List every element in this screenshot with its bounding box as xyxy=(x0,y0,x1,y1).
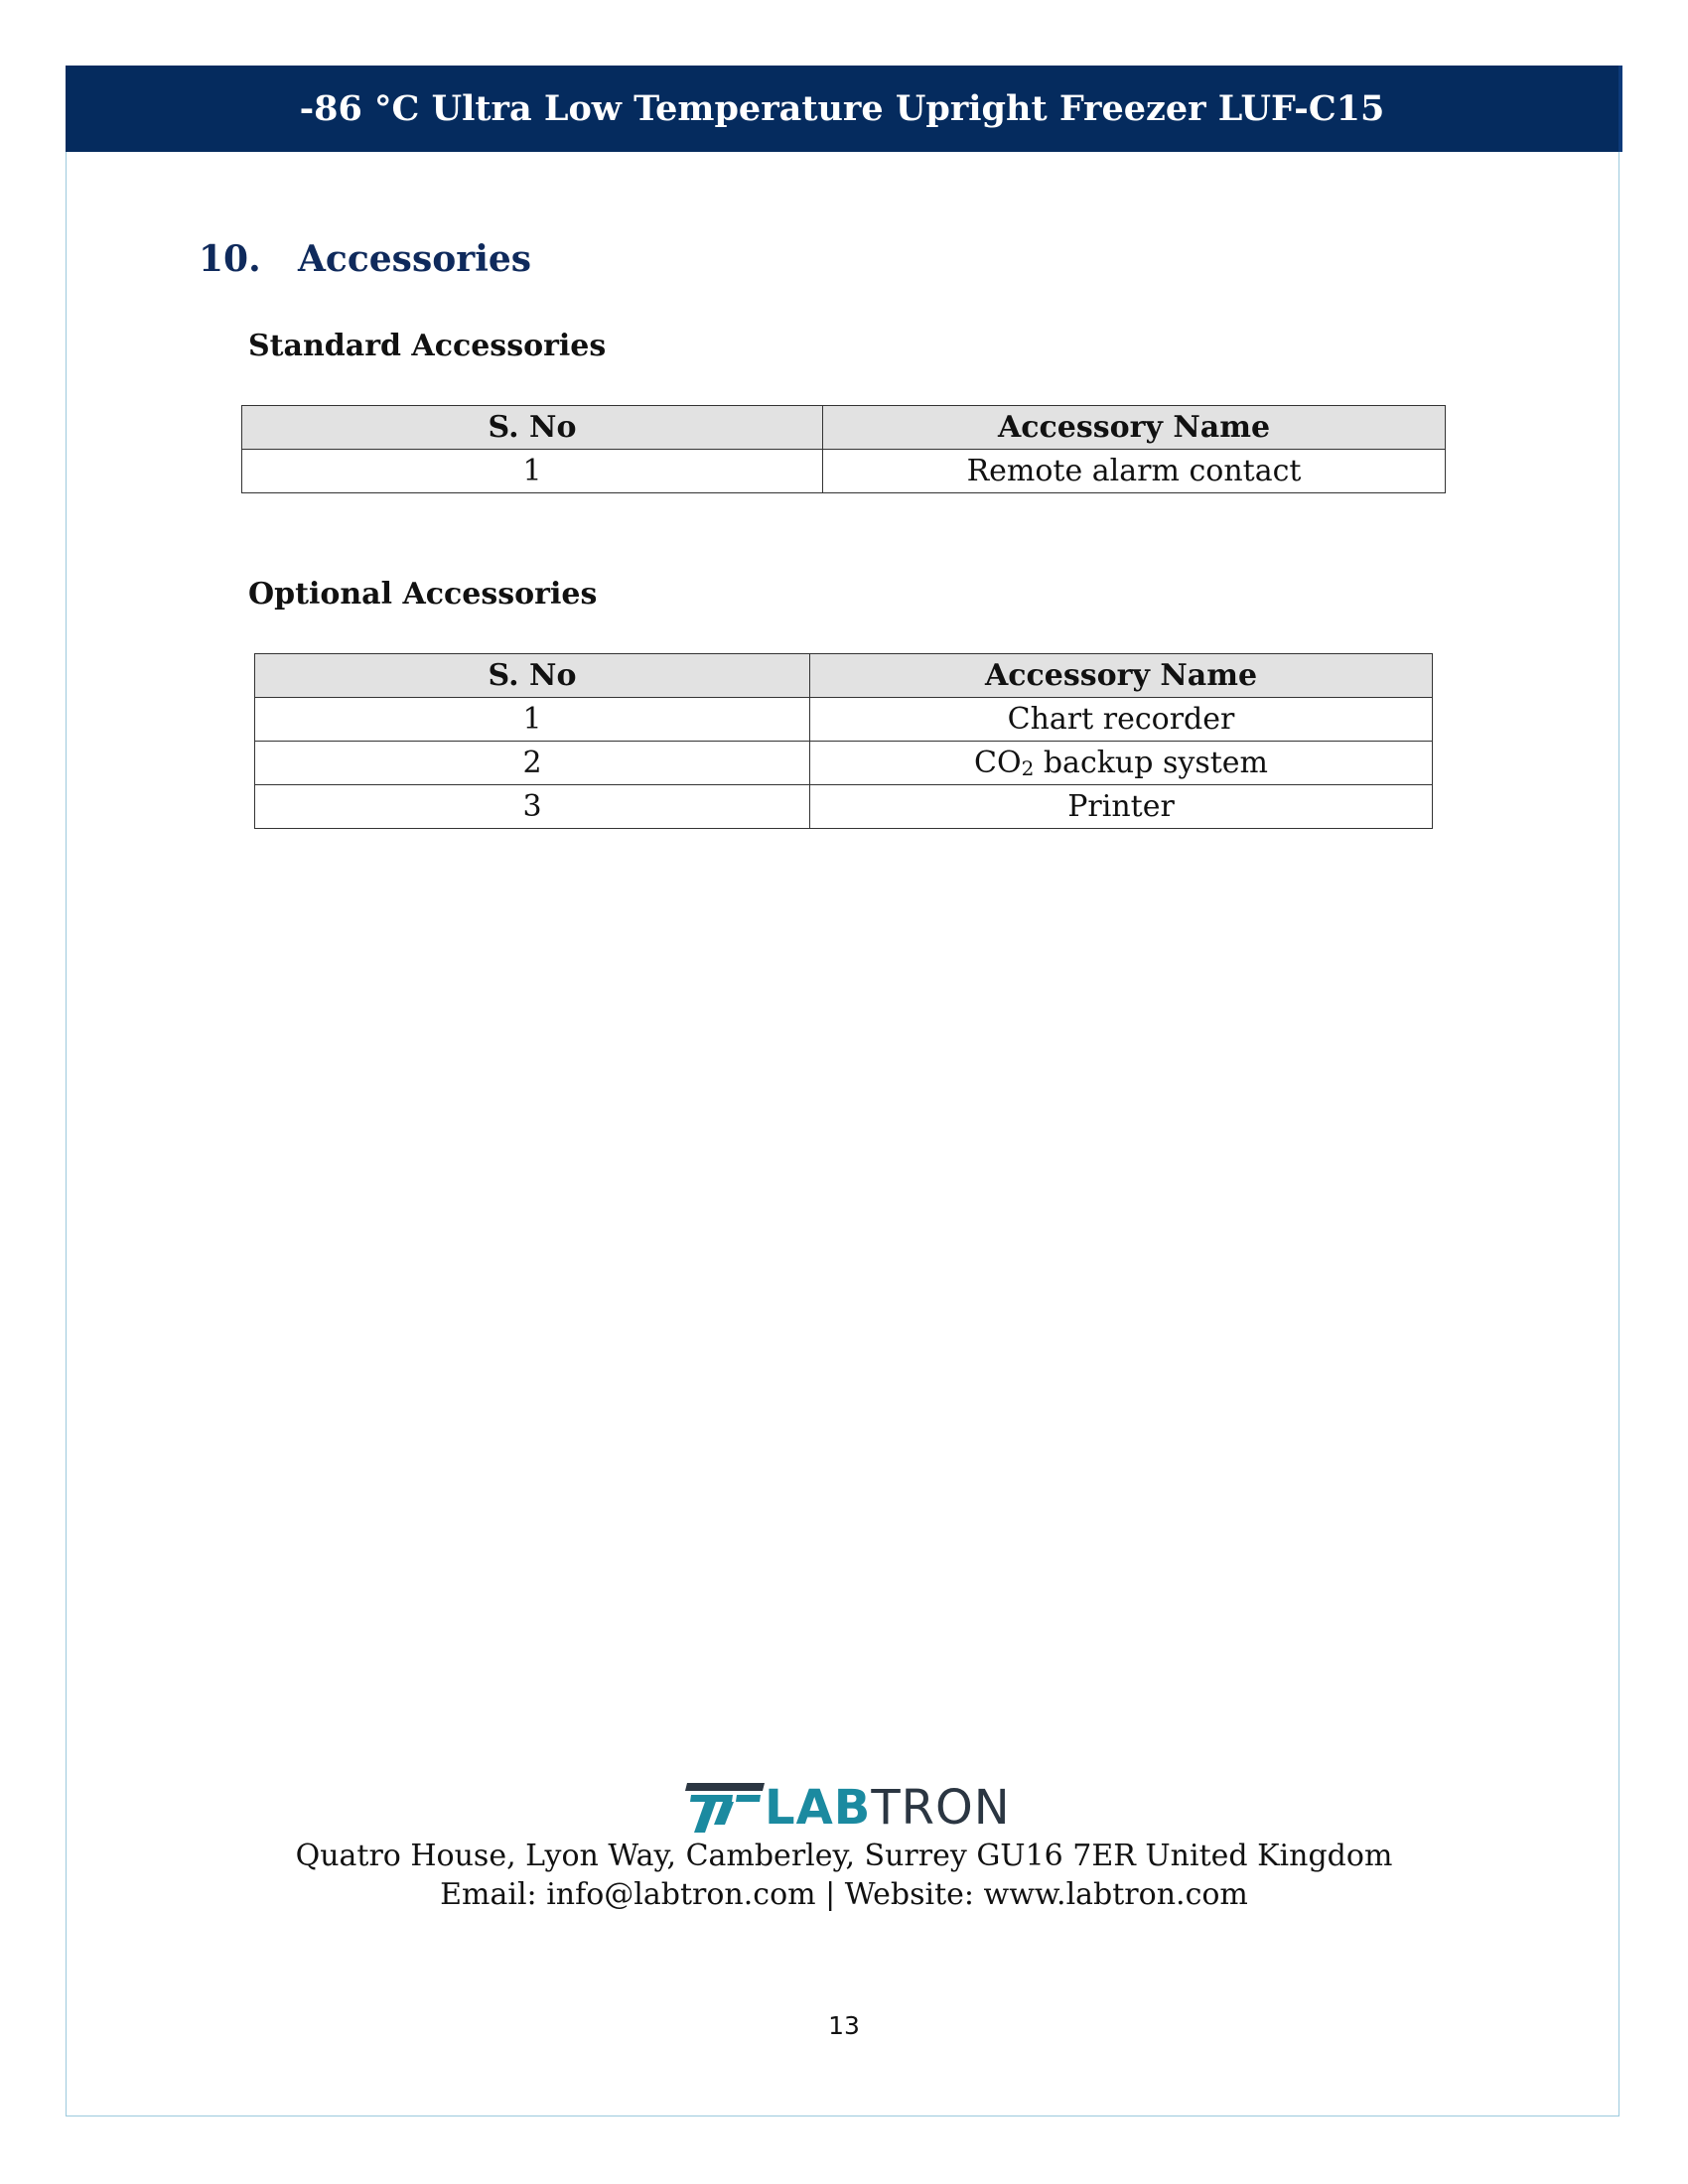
section-title: Accessories xyxy=(298,238,532,280)
labtron-logo xyxy=(683,1780,1011,1836)
column-header-sno: S. No xyxy=(255,654,810,698)
cell-sno: 1 xyxy=(255,698,810,742)
table-header-row xyxy=(242,406,1446,450)
section-number: 10. xyxy=(199,238,261,280)
co2-suffix: backup system xyxy=(1034,746,1268,780)
column-header-accessory-name: Accessory Name xyxy=(810,654,1433,698)
section-heading xyxy=(199,238,531,280)
table-row xyxy=(255,698,1433,742)
labtron-logo-mark-icon xyxy=(683,1781,765,1835)
labtron-wordmark xyxy=(765,1780,1011,1836)
cell-sno: 3 xyxy=(255,785,810,829)
column-header-accessory-name: Accessory Name xyxy=(823,406,1446,450)
table-row xyxy=(242,450,1446,493)
co2-prefix: CO xyxy=(974,746,1022,780)
co2-subscript: 2 xyxy=(1021,756,1035,780)
table-row xyxy=(255,785,1433,829)
logo-lab: LAB xyxy=(765,1780,872,1836)
page-number: 13 xyxy=(828,2011,860,2040)
standard-accessories-heading: Standard Accessories xyxy=(248,329,607,363)
cell-accessory-name: Remote alarm contact xyxy=(823,450,1446,493)
cell-accessory-name: Chart recorder xyxy=(810,698,1433,742)
footer-address: Quatro House, Lyon Way, Camberley, Surrey GU16 7ER United Kingdom xyxy=(295,1839,1393,1873)
cell-sno: 1 xyxy=(242,450,823,493)
document-title: -86 °C Ultra Low Temperature Upright Freezer LUF-C15 xyxy=(299,88,1385,129)
cell-sno: 2 xyxy=(255,742,810,785)
table-header-row xyxy=(255,654,1433,698)
header-bar xyxy=(66,66,1622,152)
footer-contact: Email: info@labtron.com | Website: www.labtron.com xyxy=(440,1877,1248,1912)
optional-accessories-heading: Optional Accessories xyxy=(248,577,598,612)
column-header-sno: S. No xyxy=(242,406,823,450)
cell-accessory-name: Printer xyxy=(810,785,1433,829)
table-row xyxy=(255,742,1433,785)
optional-accessories-table xyxy=(254,653,1433,829)
logo-tron: TRON xyxy=(871,1780,1011,1836)
standard-accessories-table xyxy=(241,405,1446,493)
cell-accessory-name xyxy=(810,742,1433,785)
